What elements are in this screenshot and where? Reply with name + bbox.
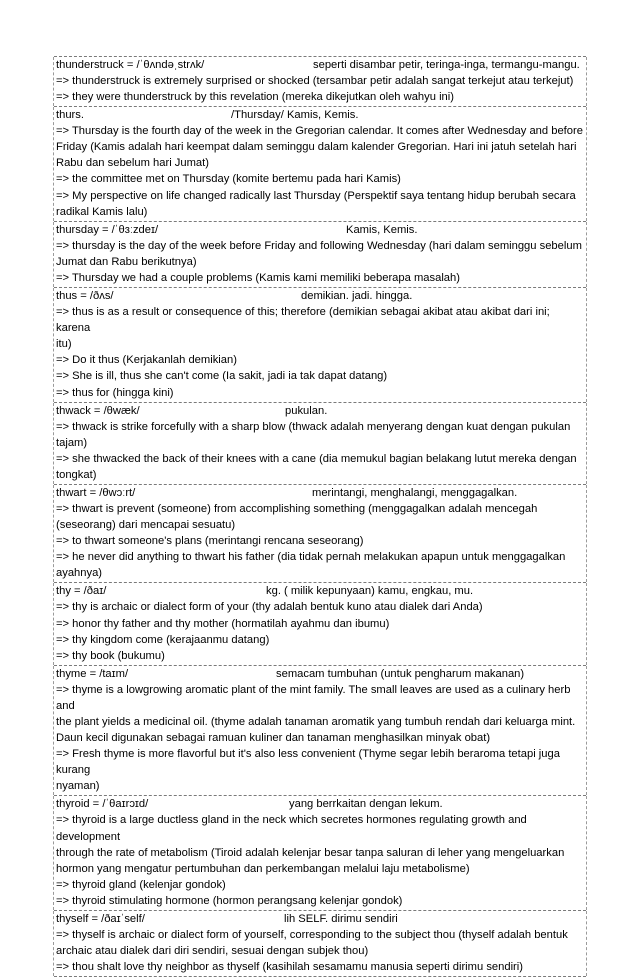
entry-line: => thy kingdom come (kerajaanmu datang) <box>56 633 270 646</box>
entry-word: thurs. <box>56 109 84 122</box>
entry-line: Rabu dan sebelum hari Jumat) <box>56 157 209 170</box>
entry-line: the plant yields a medicinal oil. (thyme adalah tanaman aromatik yang tumbuh rendah dari keluarga mint. <box>56 716 576 728</box>
entry-line: => My perspective on life changed radically last Thursday (Perspektif saya tentang hidup berubah secara <box>56 189 576 202</box>
entry-thurs <box>54 106 586 221</box>
entry-line: => thyroid stimulating hormone (hormon perangsang kelenjar gondok) <box>56 894 403 907</box>
entry-line: => thursday is the day of the week before Friday and following Wednesday (hari dalam seminggu sebelum <box>56 239 582 252</box>
entry-line: => thyroid gland (kelenjar gondok) <box>56 878 226 891</box>
entry-line: => thwack is strike forcefully with a sharp blow (thwack adalah menyerang dengan kuat dengan pukulan <box>56 420 571 433</box>
entry-meaning: lih SELF. dirimu sendiri <box>284 913 398 926</box>
entry-thwack <box>54 402 586 484</box>
entry-meaning: merintangi, menghalangi, menggagalkan. <box>312 486 518 499</box>
entry-meaning: seperti disambar petir, teringa-inga, termangu-mangu. <box>313 59 580 71</box>
entry-header <box>56 911 586 927</box>
entry-line: => thus for (hingga kini) <box>56 386 174 399</box>
entry-line: => thy book (bukumu) <box>56 649 165 662</box>
entry-line: => they were thunderstruck by this revelation (mereka dikejutkan oleh wahyu ini) <box>56 91 454 104</box>
entry-line: itu) <box>56 338 72 351</box>
entry-line: => honor thy father and thy mother (hormatilah ayahmu dan ibumu) <box>56 617 390 630</box>
entry-line: => Fresh thyme is more flavorful but it's also less convenient (Thyme segar lebih beraroma tetapi juga kurang <box>56 748 564 777</box>
entry-header <box>56 222 586 238</box>
entry-meaning: yang berrkaitan dengan lekum. <box>289 798 443 811</box>
entry-line: hormon yang mengatur pertumbuhan dan perkembangan melalui laju metabolisme) <box>56 862 470 875</box>
entry-meaning: pukulan. <box>285 404 328 417</box>
entry-meaning: demikian. jadi. hingga. <box>301 290 413 303</box>
entry-line: => thyme is a lowgrowing aromatic plant of the mint family. The small leaves are used as a culinary herb and <box>56 683 574 712</box>
entry-meaning: kg. ( milik kepunyaan) kamu, engkau, mu. <box>266 585 474 598</box>
entry-word: thyself = /ðaɪˈself/ <box>56 913 145 926</box>
entry-thunderstruck <box>54 56 586 106</box>
entry-header <box>56 288 586 304</box>
entry-word: thyroid = /ˈθaɪrɔɪd/ <box>56 798 149 811</box>
entry-header <box>56 107 586 123</box>
entry-line: tajam) <box>56 436 88 449</box>
entry-thursday <box>54 221 586 287</box>
entry-line: => Thursday we had a couple problems (Kamis kami memiliki beberapa masalah) <box>56 271 460 284</box>
dictionary-page <box>54 56 586 977</box>
entry-word: thwart = /θwɔːrt/ <box>56 486 136 499</box>
entry-line: => thou shalt love thy neighbor as thyself (kasihilah sesamamu manusia seperti dirimu sendiri) <box>56 961 523 974</box>
entry-thyroid <box>54 795 586 910</box>
entry-line: => Thursday is the fourth day of the week in the Gregorian calendar. It comes after Wednesday and before <box>56 125 583 138</box>
entry-line: Jumat dan Rabu berikutnya) <box>56 255 197 268</box>
entry-line: => She is ill, thus she can't come (Ia sakit, jadi ia tak dapat datang) <box>56 370 388 383</box>
entry-line: (seseorang) dari mencapai sesuatu) <box>56 519 236 532</box>
entry-word: thus = /ðʌs/ <box>56 290 114 303</box>
entry-line: => thyroid is a large ductless gland in the neck which secretes hormones regulating growth and development <box>56 814 530 843</box>
entry-meaning: /Thursday/ Kamis, Kemis. <box>231 109 359 122</box>
entry-line: Friday (Kamis adalah hari keempat dalam seminggu dalam kalender Gregorian. Hari ini jatuh setelah hari <box>56 141 577 154</box>
entry-meaning: semacam tumbuhan (untuk pengharum makanan) <box>276 667 525 680</box>
entry-meaning: Kamis, Kemis. <box>346 223 418 236</box>
entry-line: => thunderstruck is extremely surprised or shocked (tersambar petir adalah sangat terkejut atau terkejut) <box>56 75 574 87</box>
entry-line: => he never did anything to thwart his father (dia tidak pernah melakukan apapun untuk menggagalkan <box>56 551 566 564</box>
entry-line: => she thwacked the back of their knees with a cane (dia memukul bagian belakang lutut mereka dengan <box>56 452 577 465</box>
entry-line: => thwart is prevent (someone) from accomplishing something (menggagalkan adalah mencegah <box>56 502 538 515</box>
entry-thyme <box>54 665 586 796</box>
entry-line: ayahnya) <box>56 567 103 580</box>
entry-line: archaic atau dialek dari diri sendiri, sesuai dengan subjek thou) <box>56 945 369 958</box>
entry-line: => thyself is archaic or dialect form of yourself, corresponding to the subject thou (thyself adalah bentuk <box>56 929 568 942</box>
entry-line: tongkat) <box>56 468 97 481</box>
entry-line: Daun kecil digunakan sebagai ramuan kuliner dan tanaman menghasilkan minyak obat) <box>56 732 491 745</box>
entry-header <box>56 583 586 599</box>
entry-word: thwack = /θwæk/ <box>56 404 140 417</box>
entry-header <box>56 403 586 419</box>
entry-thus <box>54 287 586 402</box>
entry-word: thy = /ðaɪ/ <box>56 585 107 598</box>
entry-word: thunderstruck = /ˈθʌndəˌstrʌk/ <box>56 59 205 71</box>
entry-line: nyaman) <box>56 780 100 793</box>
entry-word: thursday = /ˈθɜːzdeɪ/ <box>56 223 159 236</box>
entry-thyself <box>54 910 586 977</box>
entry-line: => thy is archaic or dialect form of your (thy adalah bentuk kuno atau dialek dari Anda) <box>56 601 483 614</box>
entry-header <box>56 485 586 501</box>
entry-line: => to thwart someone's plans (merintangi rencana seseorang) <box>56 535 364 548</box>
entry-word: thyme = /taɪm/ <box>56 667 129 680</box>
entry-header <box>56 666 586 682</box>
entry-line: => the committee met on Thursday (komite bertemu pada hari Kamis) <box>56 173 401 186</box>
entry-line: through the rate of metabolism (Tiroid adalah kelenjar besar tanpa saluran di leher yang mengeluarkan <box>56 846 565 859</box>
entry-header <box>56 57 586 73</box>
entry-header <box>56 796 586 812</box>
entry-line: => thus is as a result or consequence of this; therefore (demikian sebagai akibat atau akibat dari ini; karena <box>56 306 553 335</box>
entry-thwart <box>54 484 586 582</box>
entry-thy <box>54 582 586 664</box>
entry-line: => Do it thus (Kerjakanlah demikian) <box>56 354 237 367</box>
entry-line: radikal Kamis lalu) <box>56 205 148 218</box>
